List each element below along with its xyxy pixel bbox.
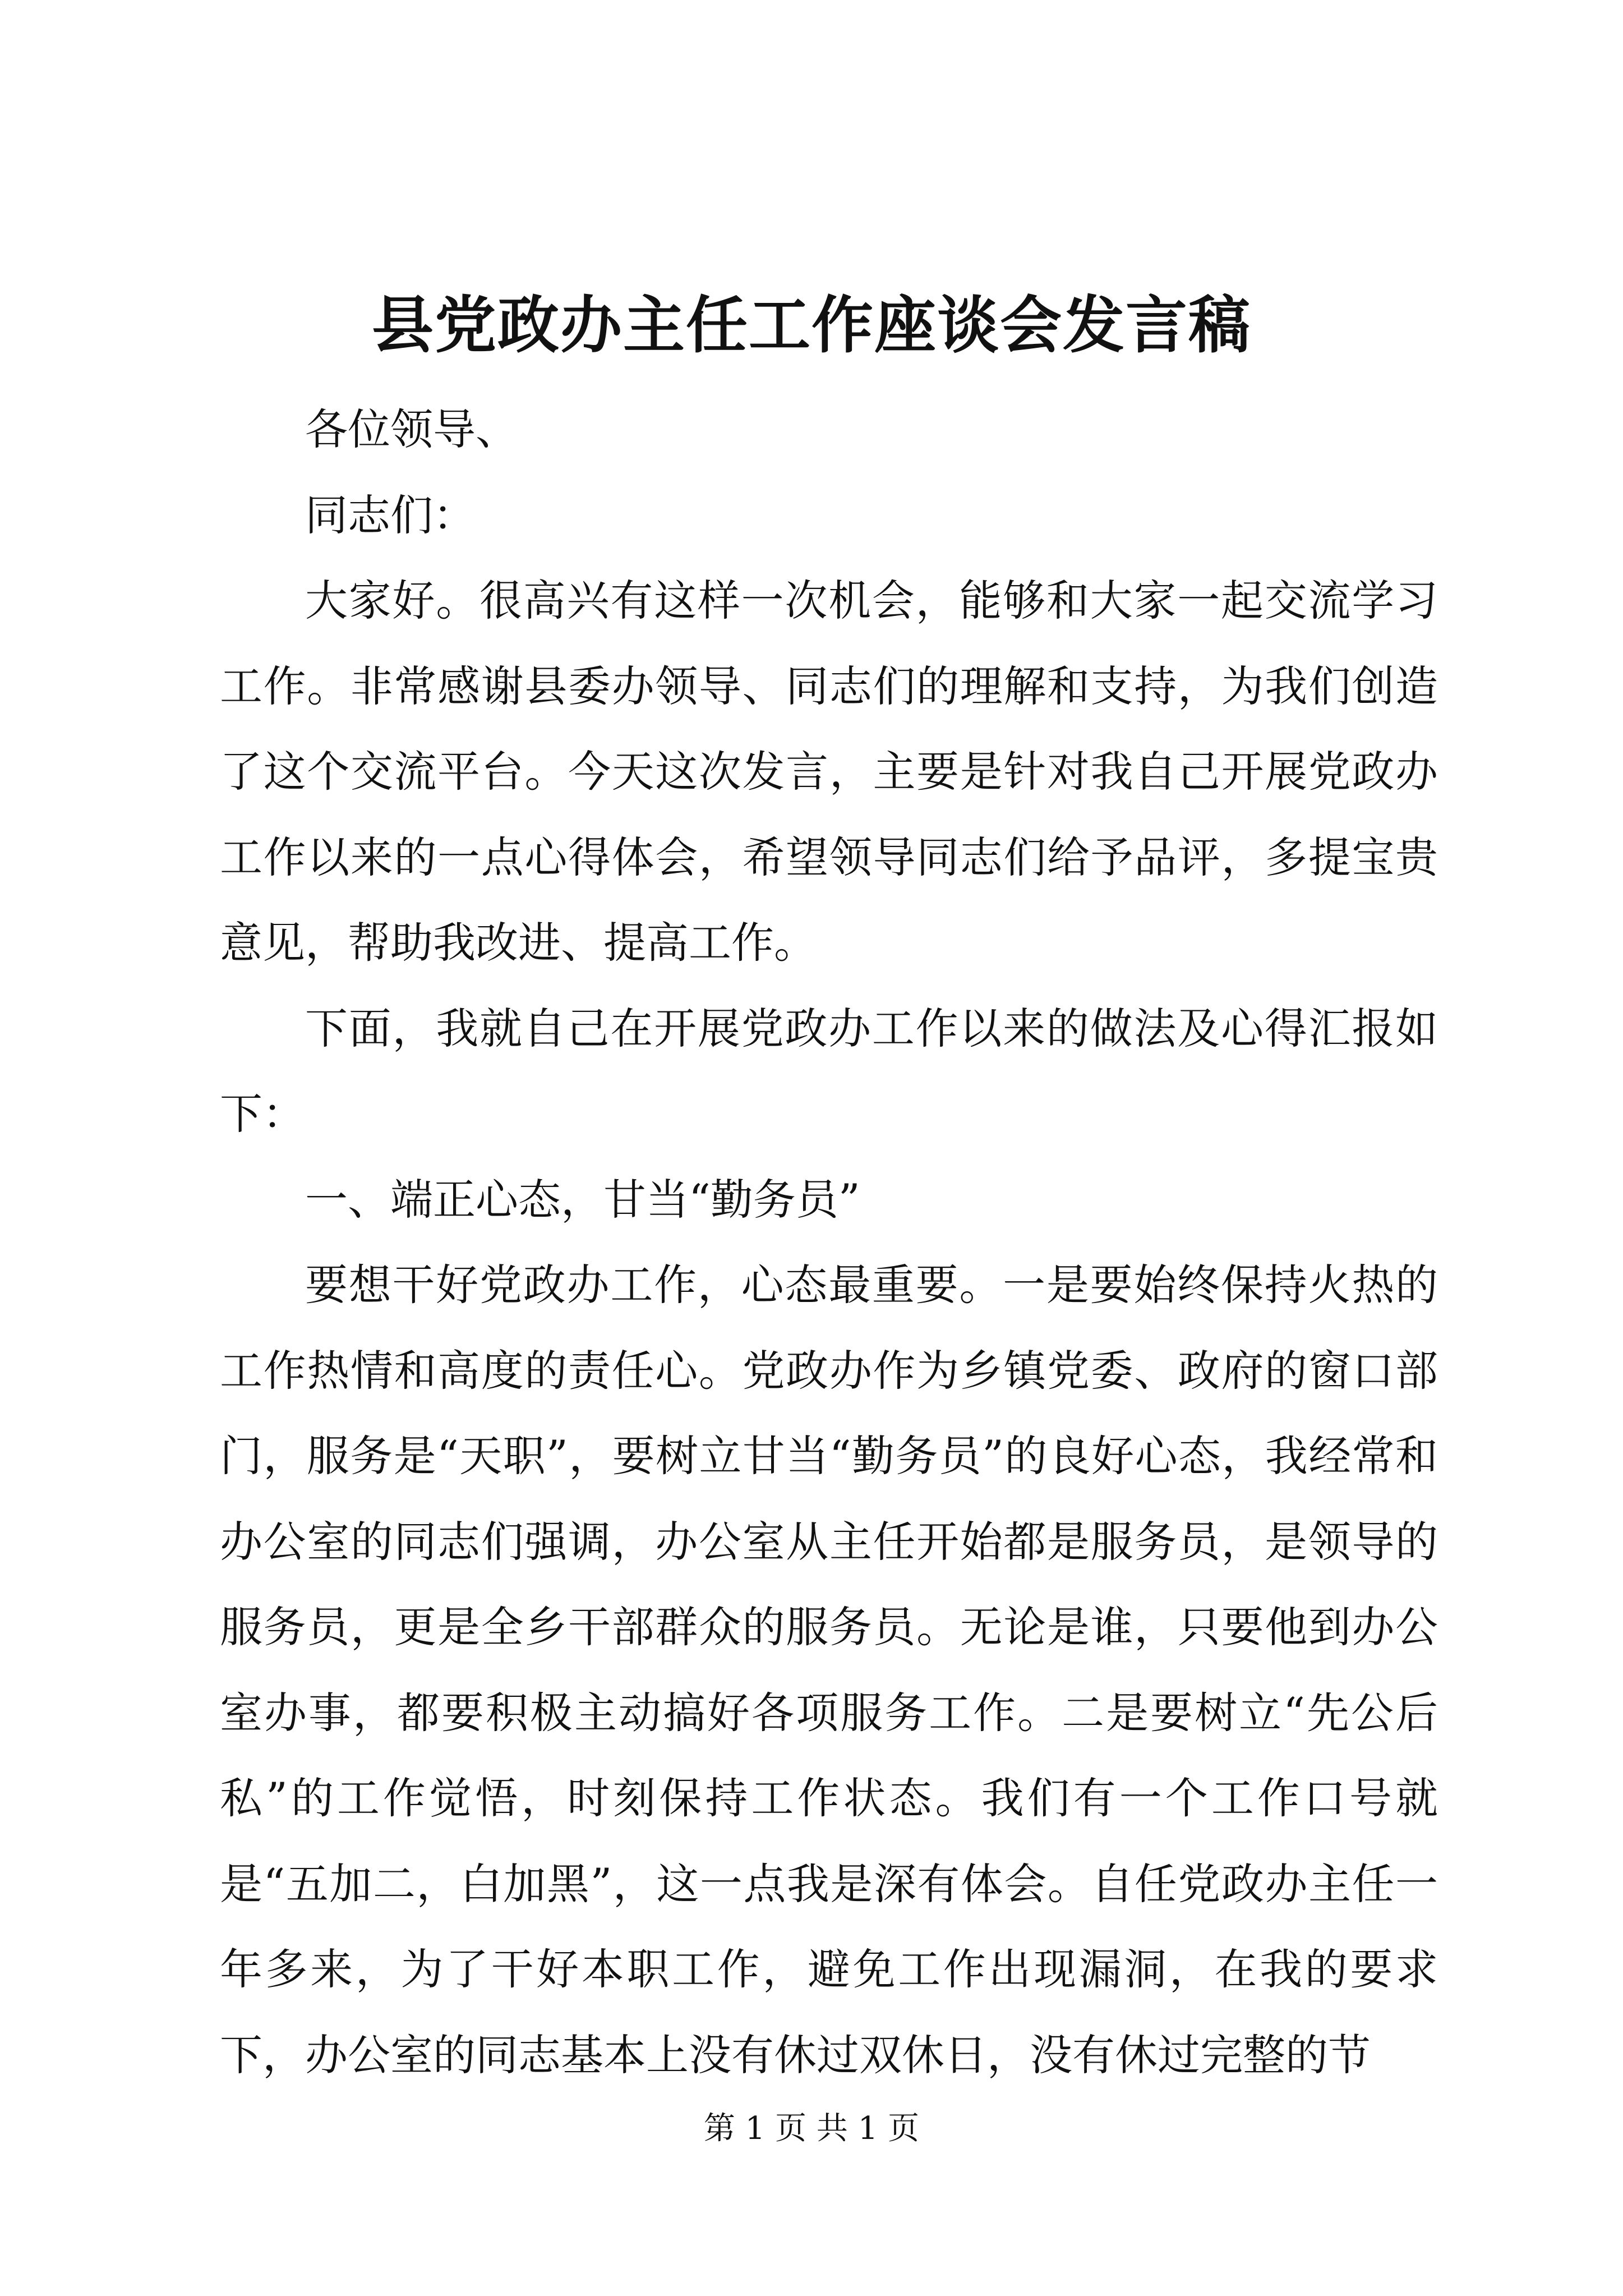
page-footer: 第 1 页 共 1 页 xyxy=(703,2110,920,2147)
document-title: 县党政办主任工作座谈会发言稿 xyxy=(372,289,1251,361)
paragraph-intro: 下面，我就自己在开展党政办工作以来的做法及心得汇报如下： xyxy=(220,1003,1438,1139)
paragraph-greeting: 大家好。很高兴有这样一次机会，能够和大家一起交流学习工作。非常感谢县委办领导、同志们的理解和支持，为我们创造了这个交流平台。今天这次发言，主要是针对我自己开展党政办工作以来的一点心得体会，希望领导同志们给予品评，多提宝贵意见，帮助我改进、提高工作。 xyxy=(220,576,1438,968)
salutation-line-2: 同志们： xyxy=(305,490,476,540)
paragraph-section-1: 要想干好党政办工作，心态最重要。一是要始终保持火热的工作热情和高度的责任心。党政办作为乡镇党委、政府的窗口部门，服务是“天职”，要树立甘当“勤务员”的良好心态，我经常和办公室的同志们强调，办公室从主任开始都是服务员，是领导的服务员，更是全乡干部群众的服务员。无论是谁，只要他到办公室办事，都要积极主动搞好各项服务工作。二是要树立“先公后私”的工作觉悟，时刻保持工作状态。我们有一个工作口号就是“五加二，白加黑”，这一点我是深有体会。自任党政办主任一年多来，为了干好本职工作，避免工作出现漏洞，在我的要求下，办公室的同志基本上没有休过双休日，没有休过完整的节 xyxy=(220,1260,1438,2080)
document-body xyxy=(220,387,1438,2098)
section-heading-1: 一、端正心态，甘当“勤务员” xyxy=(305,1174,860,1225)
salutation-line-1: 各位领导、 xyxy=(305,404,518,454)
